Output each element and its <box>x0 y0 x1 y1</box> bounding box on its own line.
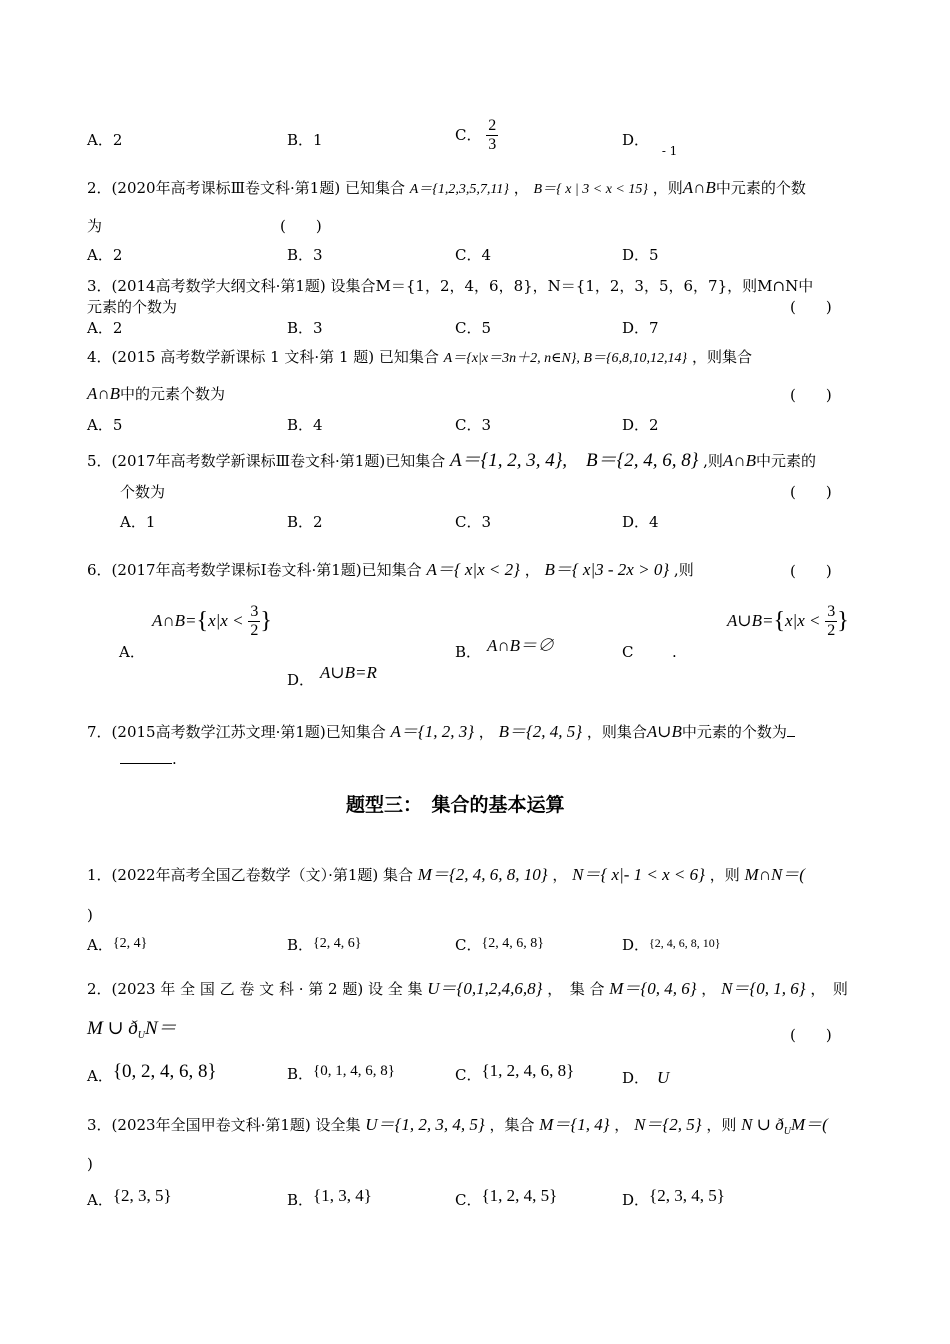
q2-line1 <box>87 178 806 199</box>
b-q3-expr: N ∪ ð <box>741 1115 784 1134</box>
q2-lead: 2．(2020年高考课标Ⅲ卷文科·第1题) 已知集合 <box>87 179 405 197</box>
answer-blank <box>787 736 795 737</box>
b-q2-option-d <box>622 1068 669 1088</box>
option-label: D． <box>622 1191 650 1209</box>
option-label: A． <box>87 1067 113 1085</box>
q2-line2: 为 <box>87 217 103 235</box>
b-q2-tail: ， 则 <box>810 980 848 998</box>
b-q2-sub: U <box>137 1030 145 1041</box>
frac-den: 2 <box>827 621 836 639</box>
b-q3-option-c <box>455 1186 558 1210</box>
q4-line2-text: 中的元素个数为 <box>120 385 226 403</box>
b-q1-set-m: M＝{2, 4, 6, 8, 10} <box>417 865 548 884</box>
q5-sets: A＝{1, 2, 3, 4}, B＝{2, 4, 6, 8} <box>449 450 699 471</box>
q7-set-a: A＝{1, 2, 3} <box>390 722 475 741</box>
q2-tail2: 中元素的个数 <box>715 179 806 197</box>
b-q1-option-c <box>455 936 544 956</box>
b-q3-option-d <box>622 1186 725 1210</box>
q2-set-b: B＝{ x | 3 < x < 15} <box>533 182 648 197</box>
option-label: B． <box>287 1191 314 1209</box>
q2-option-d: D．5 <box>622 246 659 264</box>
option-value: {2, 4, 6} <box>313 936 362 951</box>
q1-option-a: A．2 <box>87 131 123 149</box>
b-q2-paren: ( ) <box>790 1026 832 1044</box>
q5-paren: ( ) <box>790 483 832 501</box>
option-value: {0, 2, 4, 6, 8} <box>112 1061 217 1082</box>
q4-expr: A∩B <box>87 384 121 403</box>
option-label: D． <box>622 1069 650 1087</box>
q2-comma: ， <box>513 179 529 197</box>
b-q1-sep: ， <box>552 866 568 884</box>
q7-sep: ， <box>478 723 494 741</box>
option-value: {2, 3, 5} <box>112 1186 172 1205</box>
b-q1-expr: M∩N＝( <box>744 865 805 884</box>
option-value: {2, 3, 4, 5} <box>649 1186 725 1205</box>
option-label: B． <box>287 936 314 954</box>
q3-paren: ( ) <box>790 298 832 316</box>
q2-option-a: A．2 <box>87 246 123 264</box>
b-q1-line1 <box>87 865 805 885</box>
answer-blank <box>120 763 172 764</box>
b-q2-option-a <box>87 1061 217 1088</box>
q1-option-c <box>455 117 498 153</box>
q6-line1 <box>87 560 694 580</box>
b-q3-sep: ，集合 <box>489 1116 535 1134</box>
b-q2-option-b <box>287 1065 395 1084</box>
q7-tail: ，则集合 <box>586 723 647 741</box>
q5-lead: 5．(2017年高考数学新课标Ⅲ卷文科·第1题)已知集合 <box>87 452 446 470</box>
q5-tail: ,则 <box>703 452 723 470</box>
q6-option-d-label: D． <box>287 671 315 689</box>
b-q3-sep2: ， <box>614 1116 630 1134</box>
q7-line2-end: . <box>172 750 177 768</box>
q6-option-c-fraction <box>825 603 837 639</box>
q4-option-c: C．3 <box>455 416 492 434</box>
q6-tail: ,则 <box>673 561 694 579</box>
option-label: A． <box>87 1191 113 1209</box>
q7-tail2: 中元素的个数为 <box>681 723 787 741</box>
q5-line2: 个数为 <box>120 483 166 501</box>
option-label: C． <box>455 1191 482 1209</box>
q7-line2 <box>120 750 177 768</box>
option-value: {2, 4} <box>112 936 148 951</box>
b-q2-set-m: M＝{0, 4, 6} <box>609 979 697 998</box>
b-q2-line2 <box>87 1018 177 1042</box>
q7-line1 <box>87 722 795 742</box>
q2-tail: ，则 <box>652 179 683 197</box>
q7-lead: 7．(2015高考数学江苏文理·第1题)已知集合 <box>87 723 386 741</box>
b-q1-tail: ，则 <box>709 866 740 884</box>
b-q1-set-n: N＝{ x|- 1 < x < 6} <box>572 865 705 884</box>
b-q3-line2: ) <box>87 1155 93 1173</box>
q1-option-c-label: C． <box>455 126 482 145</box>
b-q2-set-u: U＝{0,1,2,4,6,8} <box>427 979 543 998</box>
brace-right: } <box>260 608 272 635</box>
brace-right: } <box>837 608 849 635</box>
option-label: C． <box>455 936 482 954</box>
b-q3-option-a <box>87 1186 172 1210</box>
option-value: {1, 2, 4, 6, 8} <box>481 1061 575 1080</box>
q3-option-c: C．5 <box>455 319 492 337</box>
b-q1-option-d <box>622 936 721 954</box>
q7-expr: A∪B <box>646 722 682 741</box>
b-q3-set-n: N＝{2, 5} <box>634 1115 702 1134</box>
b-q2-set-n: N＝{0, 1, 6} <box>721 979 806 998</box>
b-q1-lead: 1．(2022年高考全国乙卷数学（文）·第1题) 集合 <box>87 866 414 884</box>
option-label: D． <box>622 936 650 954</box>
q1-option-d-value: - 1 <box>661 144 678 158</box>
q6-option-a-label: A． <box>119 643 145 661</box>
q1-option-b: B．1 <box>287 131 323 149</box>
q1-option-c-fraction <box>486 117 498 153</box>
option-value: {1, 2, 4, 5} <box>481 1186 558 1205</box>
q2-set-a: A＝{1,2,3,5,7,11} <box>409 182 509 197</box>
option-value: U <box>657 1068 670 1087</box>
b-q3-expr-tail: M＝( <box>790 1115 828 1134</box>
q6-option-b-label: B． <box>455 643 482 661</box>
b-q2-sep2: ， <box>701 980 717 998</box>
frac-num: 3 <box>827 603 836 620</box>
q6-paren: ( ) <box>790 562 832 580</box>
frac-num: 3 <box>250 603 259 620</box>
q5-option-a: A．1 <box>120 513 156 531</box>
q4-line2 <box>87 384 225 404</box>
q2-option-c: C．4 <box>455 246 492 264</box>
b-q3-tail: ，则 <box>706 1116 737 1134</box>
q1-option-d-label: D． <box>622 131 650 149</box>
option-label: A． <box>87 936 113 954</box>
q5-tail2: 中元素的 <box>755 452 816 470</box>
q6-option-c-expr: A∪B= <box>727 610 774 630</box>
q6-option-a <box>152 603 272 639</box>
q6-option-c-dot: . <box>672 643 677 661</box>
b-q3-option-b <box>287 1186 372 1210</box>
b-q1-line2: ) <box>87 906 93 924</box>
option-label: B． <box>287 1065 314 1083</box>
b-q3-set-m: M＝{1, 4} <box>539 1115 610 1134</box>
q2-option-b: B．3 <box>287 246 323 264</box>
q6-set-a: A＝{ x|x < 2} <box>426 560 520 579</box>
q6-option-c-label: C <box>622 643 634 661</box>
q4-tail: ，则集合 <box>691 348 752 366</box>
q5-option-d: D．4 <box>622 513 659 531</box>
q7-set-b: B＝{2, 4, 5} <box>498 722 583 741</box>
q6-set-b: B＝{ x|3 - 2x > 0} <box>544 560 670 579</box>
b-q3-set-u: U＝{1, 2, 3, 4, 5} <box>365 1115 485 1134</box>
b-q2-option-c <box>455 1061 575 1085</box>
frac-den: 3 <box>488 135 497 153</box>
q5-expr: A∩B <box>722 451 756 470</box>
option-value: {2, 4, 6, 8} <box>481 936 544 951</box>
q6-option-c-set: x|x < <box>785 610 821 630</box>
q6-option-a-expr: A∩B= <box>152 610 197 630</box>
q3-option-b: B．3 <box>287 319 323 337</box>
q5-option-c: C．3 <box>455 513 492 531</box>
q2-expr: A∩B <box>682 178 716 197</box>
q3-line2: 元素的个数为 <box>87 298 178 316</box>
option-value: {2, 4, 6, 8, 10} <box>649 936 721 950</box>
frac-num: 2 <box>488 117 497 134</box>
b-q1-option-a <box>87 936 147 956</box>
b-q3-sub: U <box>783 1126 791 1137</box>
q4-option-d: D．2 <box>622 416 659 434</box>
brace-left: { <box>196 608 209 635</box>
option-label: C． <box>455 1066 482 1084</box>
q4-sets: A＝{x|x＝3n＋2, n∈N}, B＝{6,8,10,12,14} <box>443 351 688 366</box>
b-q3-line1 <box>87 1115 828 1138</box>
q4-line1 <box>87 348 752 368</box>
q6-option-b-expr: A∩B＝∅ <box>487 636 555 655</box>
b-q2-lead: 2．(2023 年 全 国 乙 卷 文 科 · 第 2 题) 设 全 集 <box>87 980 423 998</box>
b-q2-line1 <box>87 979 848 999</box>
q5-line1 <box>87 450 816 473</box>
q4-option-b: B．4 <box>287 416 323 434</box>
q3-option-d: D．7 <box>622 319 659 337</box>
q1-option-d <box>622 131 678 158</box>
q5-option-b: B．2 <box>287 513 323 531</box>
q6-option-c <box>727 603 849 639</box>
q4-lead: 4．(2015 高考数学新课标 1 文科·第 1 题) 已知集合 <box>87 348 439 366</box>
q6-lead: 6．(2017年高考数学课标Ⅰ卷文科·第1题)已知集合 <box>87 561 422 579</box>
b-q2-expr-tail: N＝ <box>144 1018 177 1039</box>
q6-option-d-expr: A∪B=R <box>320 663 377 682</box>
q6-sep: ， <box>524 561 540 579</box>
b-q3-lead: 3．(2023年全国甲卷文科·第1题) 设全集 <box>87 1116 361 1134</box>
q2-paren: ( ) <box>280 217 322 235</box>
option-value: {0, 1, 4, 6, 8} <box>313 1063 395 1079</box>
q6-option-a-fraction <box>248 603 260 639</box>
b-q2-sep: ， 集 合 <box>547 980 605 998</box>
b-q2-expr: M ∪ ð <box>87 1018 138 1039</box>
q3-line1: 3．(2014高考数学大纲文科·第1题) 设集合M＝{1，2，4，6，8}，N＝{1，2，3，5，6，7}，则M∩N中 <box>87 277 814 295</box>
brace-left: { <box>773 608 786 635</box>
option-value: {1, 3, 4} <box>313 1186 372 1205</box>
q4-paren: ( ) <box>790 386 832 404</box>
q4-option-a: A．5 <box>87 416 123 434</box>
q3-option-a: A．2 <box>87 319 123 337</box>
b-q1-option-b <box>287 936 361 956</box>
frac-den: 2 <box>250 621 259 639</box>
section-title: 题型三： 集合的基本运算 <box>346 794 565 816</box>
q6-option-a-set: x|x < <box>208 610 244 630</box>
